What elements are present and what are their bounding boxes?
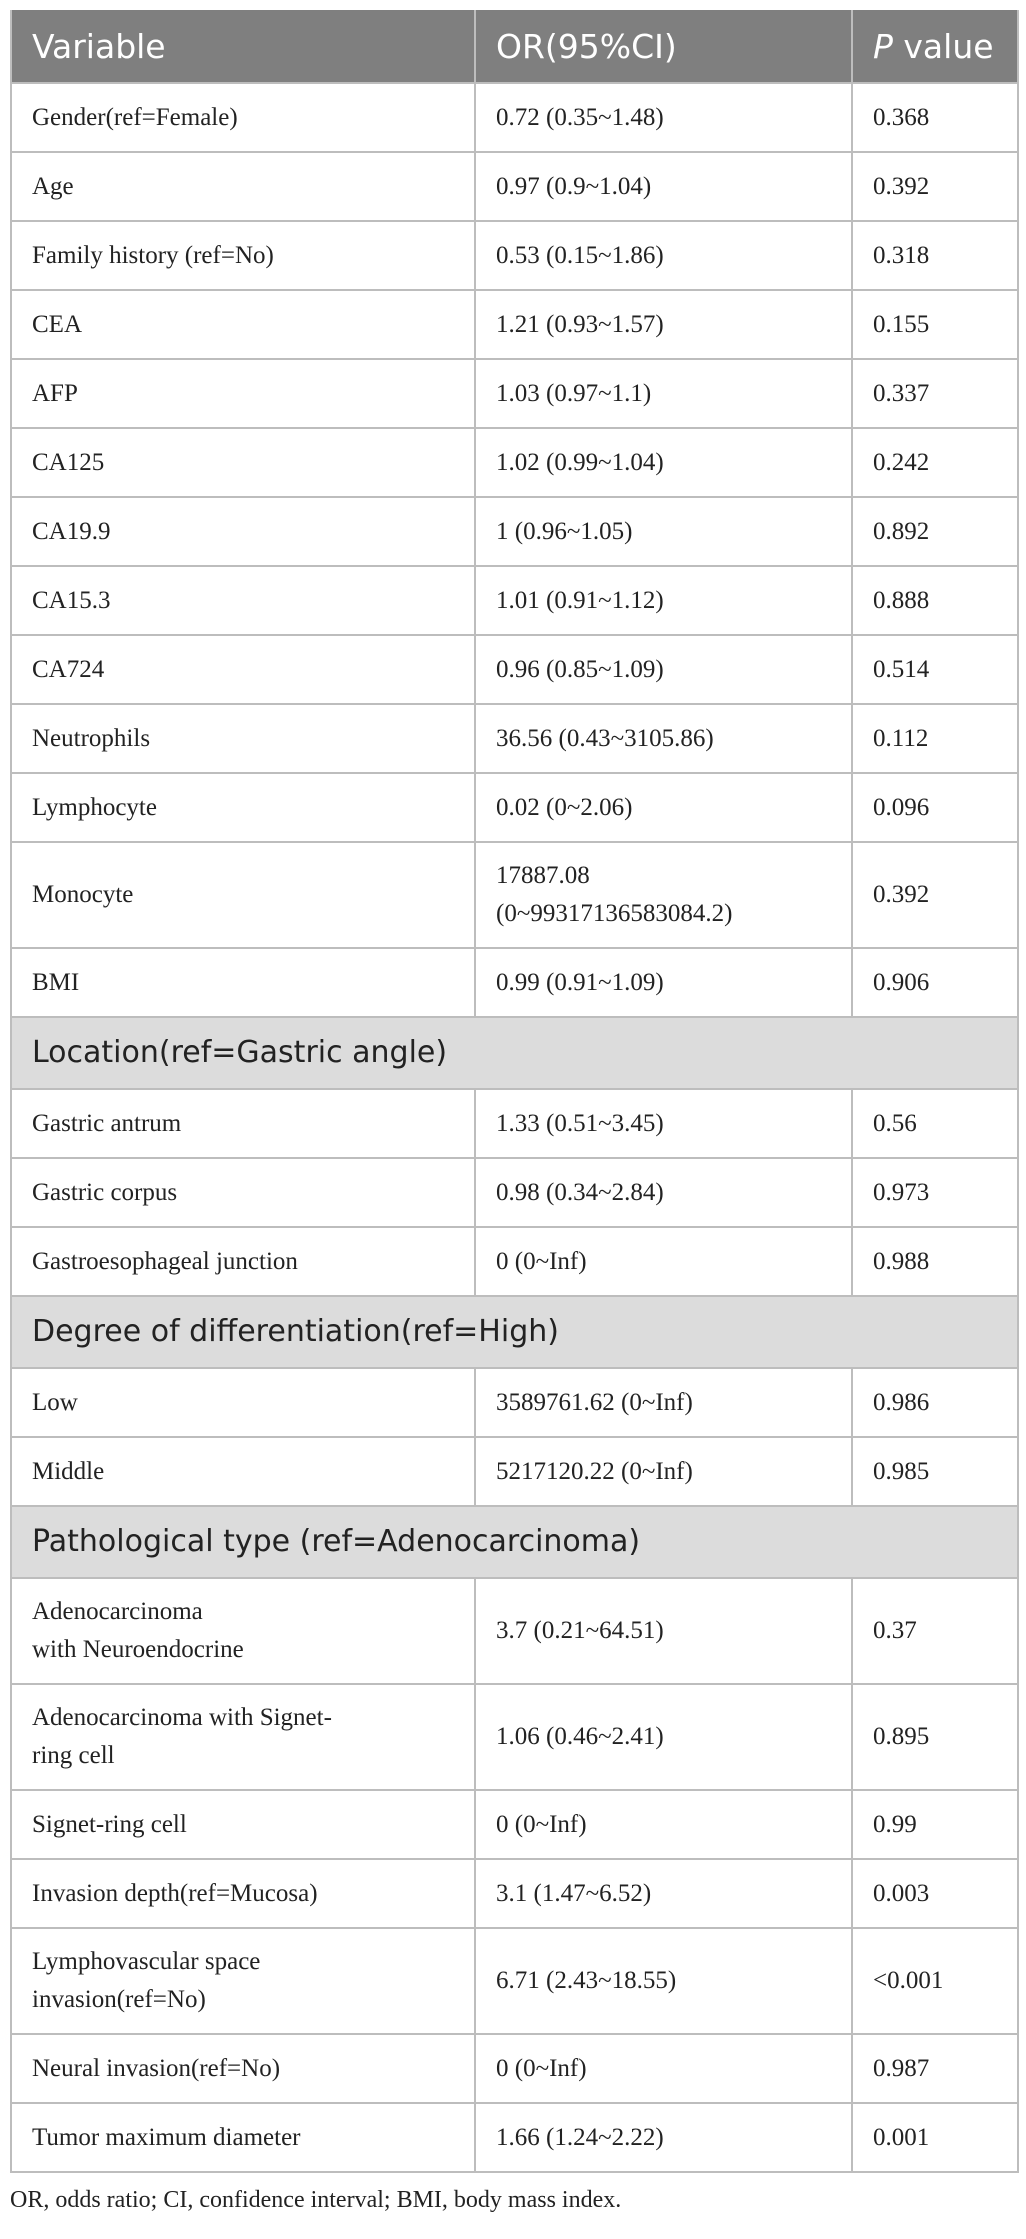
- cell-variable: Gastroesophageal junction: [11, 1227, 475, 1296]
- cell-p-value: 0.337: [852, 359, 1018, 428]
- table-row: [11, 497, 1018, 566]
- cell-odds-ratio: 0.02 (0~2.06): [475, 773, 852, 842]
- table-header-row: [11, 10, 1018, 83]
- cell-odds-ratio: 0 (0~Inf): [475, 2034, 852, 2103]
- table-body: [11, 83, 1018, 2172]
- cell-odds-ratio: 3589761.62 (0~Inf): [475, 1368, 852, 1437]
- cell-odds-ratio: 1.66 (1.24~2.22): [475, 2103, 852, 2172]
- table-row: [11, 948, 1018, 1017]
- cell-odds-ratio: 0 (0~Inf): [475, 1227, 852, 1296]
- cell-variable: CA724: [11, 635, 475, 704]
- regression-table-container: [10, 10, 1017, 2214]
- cell-variable: Low: [11, 1368, 475, 1437]
- cell-variable: CA15.3: [11, 566, 475, 635]
- cell-variable: Lymphovascular space invasion(ref=No): [11, 1928, 475, 2034]
- cell-odds-ratio: 0.97 (0.9~1.04): [475, 152, 852, 221]
- table-row: [11, 1227, 1018, 1296]
- cell-variable: Neural invasion(ref=No): [11, 2034, 475, 2103]
- cell-odds-ratio: 36.56 (0.43~3105.86): [475, 704, 852, 773]
- cell-variable: Adenocarcinoma with Neuroendocrine: [11, 1578, 475, 1684]
- cell-p-value: 0.56: [852, 1089, 1018, 1158]
- table-row: [11, 1368, 1018, 1437]
- cell-odds-ratio: 1.01 (0.91~1.12): [475, 566, 852, 635]
- cell-variable: Signet-ring cell: [11, 1790, 475, 1859]
- section-header-row: [11, 1296, 1018, 1368]
- header-or: OR(95%CI): [475, 10, 852, 83]
- cell-p-value: 0.987: [852, 2034, 1018, 2103]
- cell-odds-ratio: 3.7 (0.21~64.51): [475, 1578, 852, 1684]
- cell-odds-ratio: 1 (0.96~1.05): [475, 497, 852, 566]
- cell-p-value: 0.392: [852, 842, 1018, 948]
- table-row: [11, 152, 1018, 221]
- cell-variable: Middle: [11, 1437, 475, 1506]
- table-row: [11, 1437, 1018, 1506]
- table-row: [11, 635, 1018, 704]
- cell-odds-ratio: 1.02 (0.99~1.04): [475, 428, 852, 497]
- cell-variable: Age: [11, 152, 475, 221]
- cell-variable: Gastric corpus: [11, 1158, 475, 1227]
- section-label: Degree of differentiation(ref=High): [11, 1296, 1018, 1368]
- cell-odds-ratio: 0.96 (0.85~1.09): [475, 635, 852, 704]
- header-p-rest: value: [892, 26, 994, 66]
- cell-p-value: 0.242: [852, 428, 1018, 497]
- cell-p-value: 0.906: [852, 948, 1018, 1017]
- cell-p-value: 0.112: [852, 704, 1018, 773]
- cell-p-value: 0.318: [852, 221, 1018, 290]
- cell-p-value: 0.895: [852, 1684, 1018, 1790]
- cell-p-value: 0.096: [852, 773, 1018, 842]
- header-p-italic: P: [873, 26, 893, 66]
- cell-odds-ratio: 17887.08 (0~99317136583084.2): [475, 842, 852, 948]
- cell-p-value: 0.888: [852, 566, 1018, 635]
- table-row: [11, 1578, 1018, 1684]
- cell-variable: Family history (ref=No): [11, 221, 475, 290]
- cell-variable: AFP: [11, 359, 475, 428]
- cell-variable: Monocyte: [11, 842, 475, 948]
- cell-p-value: 0.001: [852, 2103, 1018, 2172]
- cell-odds-ratio: 0.72 (0.35~1.48): [475, 83, 852, 152]
- cell-p-value: 0.37: [852, 1578, 1018, 1684]
- cell-p-value: <0.001: [852, 1928, 1018, 2034]
- cell-odds-ratio: 1.21 (0.93~1.57): [475, 290, 852, 359]
- cell-p-value: 0.973: [852, 1158, 1018, 1227]
- cell-odds-ratio: 0 (0~Inf): [475, 1790, 852, 1859]
- table-row: [11, 2103, 1018, 2172]
- cell-variable: Tumor maximum diameter: [11, 2103, 475, 2172]
- header-variable: Variable: [11, 10, 475, 83]
- table-row: [11, 842, 1018, 948]
- cell-p-value: 0.892: [852, 497, 1018, 566]
- cell-variable: Gender(ref=Female): [11, 83, 475, 152]
- cell-p-value: 0.368: [852, 83, 1018, 152]
- section-label: Pathological type (ref=Adenocarcinoma): [11, 1506, 1018, 1578]
- table-row: [11, 566, 1018, 635]
- cell-variable: BMI: [11, 948, 475, 1017]
- section-header-row: [11, 1017, 1018, 1089]
- cell-odds-ratio: 5217120.22 (0~Inf): [475, 1437, 852, 1506]
- table-row: [11, 1089, 1018, 1158]
- table-row: [11, 1684, 1018, 1790]
- table-row: [11, 1859, 1018, 1928]
- table-row: [11, 2034, 1018, 2103]
- cell-p-value: 0.985: [852, 1437, 1018, 1506]
- cell-variable: CA19.9: [11, 497, 475, 566]
- cell-variable: CA125: [11, 428, 475, 497]
- table-row: [11, 359, 1018, 428]
- table-row: [11, 773, 1018, 842]
- cell-odds-ratio: 1.33 (0.51~3.45): [475, 1089, 852, 1158]
- cell-p-value: 0.99: [852, 1790, 1018, 1859]
- cell-odds-ratio: 1.06 (0.46~2.41): [475, 1684, 852, 1790]
- cell-p-value: 0.392: [852, 152, 1018, 221]
- cell-odds-ratio: 0.98 (0.34~2.84): [475, 1158, 852, 1227]
- cell-variable: Invasion depth(ref=Mucosa): [11, 1859, 475, 1928]
- cell-p-value: 0.986: [852, 1368, 1018, 1437]
- cell-p-value: 0.155: [852, 290, 1018, 359]
- cell-odds-ratio: 1.03 (0.97~1.1): [475, 359, 852, 428]
- cell-variable: Lymphocyte: [11, 773, 475, 842]
- table-row: [11, 1158, 1018, 1227]
- table-row: [11, 221, 1018, 290]
- section-label: Location(ref=Gastric angle): [11, 1017, 1018, 1089]
- cell-odds-ratio: 0.99 (0.91~1.09): [475, 948, 852, 1017]
- table-row: [11, 704, 1018, 773]
- table-row: [11, 1790, 1018, 1859]
- table-row: [11, 1928, 1018, 2034]
- section-header-row: [11, 1506, 1018, 1578]
- table-footnote: OR, odds ratio; CI, confidence interval; BMI, body mass index.: [10, 2187, 622, 2213]
- header-p-value: [852, 10, 1018, 83]
- cell-p-value: 0.514: [852, 635, 1018, 704]
- cell-variable: Gastric antrum: [11, 1089, 475, 1158]
- table-row: [11, 83, 1018, 152]
- cell-odds-ratio: 6.71 (2.43~18.55): [475, 1928, 852, 2034]
- cell-p-value: 0.003: [852, 1859, 1018, 1928]
- cell-odds-ratio: 3.1 (1.47~6.52): [475, 1859, 852, 1928]
- cell-odds-ratio: 0.53 (0.15~1.86): [475, 221, 852, 290]
- cell-variable: CEA: [11, 290, 475, 359]
- cell-variable: Neutrophils: [11, 704, 475, 773]
- regression-table: [10, 10, 1019, 2173]
- table-row: [11, 428, 1018, 497]
- cell-variable: Adenocarcinoma with Signet- ring cell: [11, 1684, 475, 1790]
- table-row: [11, 290, 1018, 359]
- cell-p-value: 0.988: [852, 1227, 1018, 1296]
